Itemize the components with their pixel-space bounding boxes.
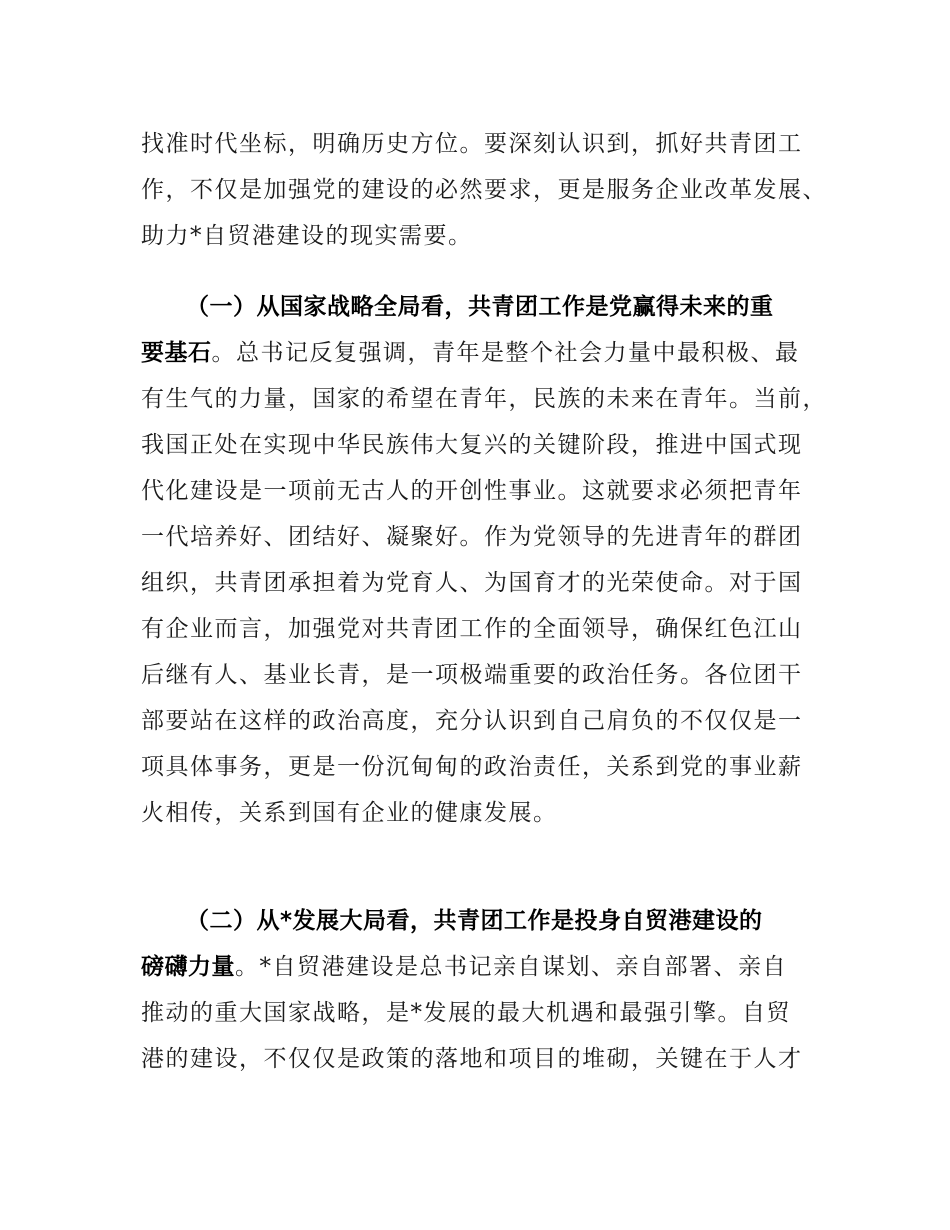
text-line: 后继有人、基业长青，是一项极端重要的政治任务。各位团干	[141, 662, 803, 688]
text-line: 一代培养好、团结好、凝聚好。作为党领导的先进青年的群团	[141, 524, 803, 550]
section-heading-2-end: 磅礴力量	[141, 954, 235, 980]
text-line: 有生气的力量，国家的希望在青年，民族的未来在青年。当前，	[141, 386, 827, 412]
text-line: 助力*自贸港建设的现实需要。	[141, 223, 473, 249]
text-line: 组织，共青团承担着为党育人、为国育才的光荣使命。对于国	[141, 570, 803, 596]
text-line	[141, 944, 821, 990]
text-line-rest: 。总书记反复强调，青年是整个社会力量中最积极、最	[211, 340, 800, 366]
text-line-rest: 。*自贸港建设是总书记亲自谋划、亲自部署、亲自	[235, 954, 787, 980]
section-heading-1-end: 要基石	[141, 340, 212, 366]
text-line: 项具体事务，更是一份沉甸甸的政治责任，关系到党的事业薪	[141, 754, 803, 780]
section-heading-1: （一）从国家战略全局看，共青团工作是党赢得未来的重	[186, 294, 774, 320]
text-line: 火相传，关系到国有企业的健康发展。	[141, 800, 558, 826]
text-line: 推动的重大国家战略，是*发展的最大机遇和最强引擎。自贸	[141, 1000, 791, 1026]
text-line: 代化建设是一项前无古人的开创性事业。这就要求必须把青年	[141, 478, 803, 504]
text-line: 我国正处在实现中华民族伟大复兴的关键阶段，推进中国式现	[141, 432, 803, 458]
text-line: 有企业而言，加强党对共青团工作的全面领导，确保红色江山	[141, 616, 803, 642]
text-line: 部要站在这样的政治高度，充分认识到自己肩负的不仅仅是一	[141, 708, 803, 734]
paragraph-2	[141, 284, 827, 836]
section-heading-2: （二）从*发展大局看，共青团工作是投身自贸港建设的	[186, 908, 763, 934]
text-line: 找准时代坐标，明确历史方位。要深刻认识到，抓好共青团工	[141, 131, 803, 157]
text-line	[141, 330, 821, 376]
text-line: 港的建设，不仅仅是政策的落地和项目的堆砌，关键在于人才	[141, 1046, 803, 1072]
paragraph-3	[141, 898, 821, 1082]
paragraph-1	[141, 121, 827, 259]
text-line: 作，不仅是加强党的建设的必然要求，更是服务企业改革发展、	[141, 177, 827, 203]
